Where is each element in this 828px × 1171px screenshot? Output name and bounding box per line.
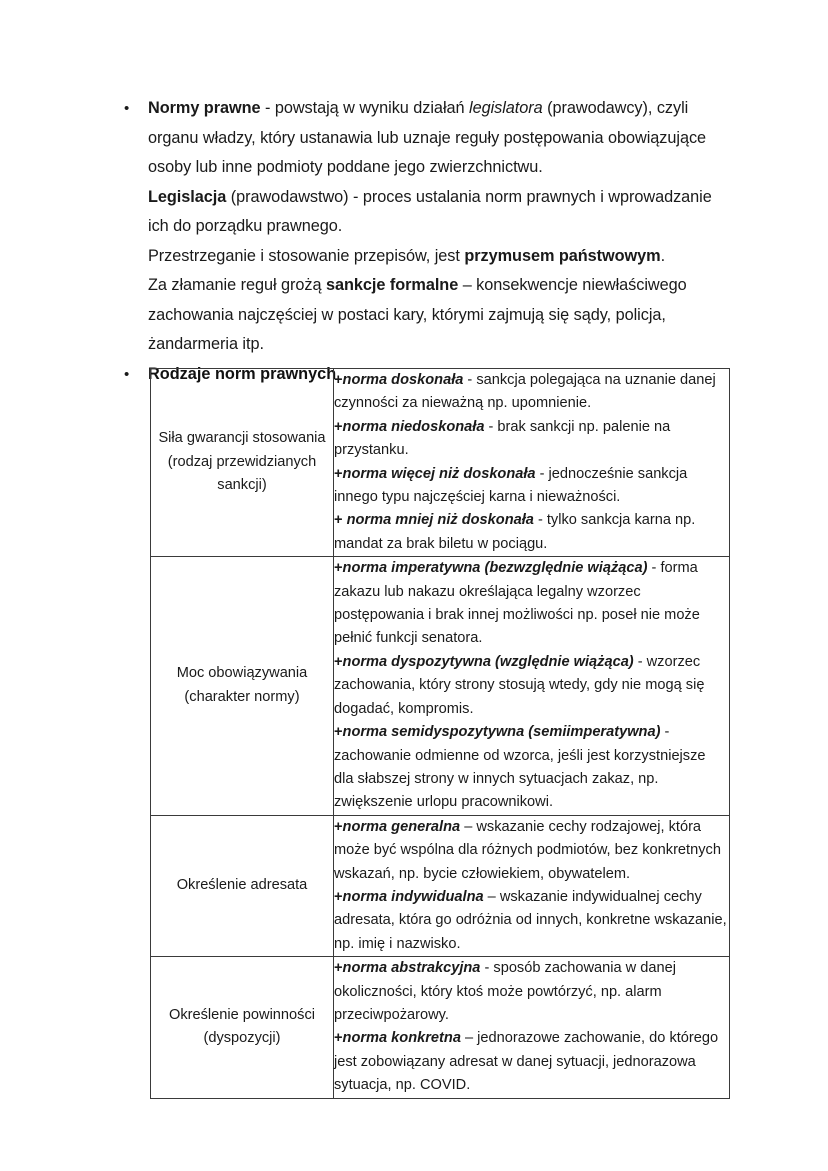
paragraph-legislacja: Legislacja (prawodawstwo) - proces ustalania norm prawnych i wprowadzanie ich do porządku prawnego.	[148, 187, 712, 235]
norm-description: - zachowanie odmienne od wzorca, jeśli jest korzystniejsze dla słabszej strony w innych sytuacjach zakaz, np. zwiększenie urlopu pracownikowi.	[334, 724, 706, 811]
norm-entry	[334, 886, 729, 956]
norm-entry	[334, 816, 729, 886]
norm-entry	[334, 721, 729, 815]
norm-name: norma więcej niż doskonała	[342, 465, 536, 482]
table-cell-category: Moc obowiązywania (charakter normy)	[151, 557, 334, 815]
norm-name: norma generalna	[342, 818, 461, 835]
table-cell-category: Określenie adresata	[151, 815, 334, 956]
norm-bullet-plus: +	[334, 418, 343, 435]
table-cell-description	[334, 369, 730, 557]
norm-description: – jednorazowe zachowanie, do którego jest zobowiązany adresat w danej sytuacji, jednorazowa sytuacja, np. COVID.	[334, 1030, 719, 1094]
table-row	[151, 815, 730, 956]
document-body	[118, 94, 733, 389]
norm-bullet-plus: +	[334, 960, 343, 977]
table-cell-category: Siła gwarancji stosowania (rodzaj przewidzianych sankcji)	[151, 369, 334, 557]
norm-description: - forma zakazu lub nakazu określająca legalny wzorzec postępowania i brak innej możliwości np. poseł nie może pełnić funkcji senatora.	[334, 560, 700, 647]
paragraph-normy-prawne: • Normy prawne - powstają w wyniku działań legislatora (prawodawcy), czyli organu władzy, który ustanawia lub uznaje reguły postępowania obowiązujące osoby lub inne podmioty poddane jego zwierzchnictwu.	[148, 99, 707, 176]
norm-bullet-plus: +	[334, 1030, 343, 1047]
norm-entry	[334, 557, 729, 651]
norm-entry	[334, 957, 729, 1027]
top-level-bullet-list	[118, 94, 733, 389]
table-row	[151, 957, 730, 1098]
table-cell-description	[334, 815, 730, 956]
norm-name: norma doskonała	[342, 372, 464, 388]
table-cell-description	[334, 957, 730, 1098]
norms-table-body	[151, 369, 730, 1099]
norm-bullet-plus: +	[334, 653, 343, 670]
norm-bullet-plus: +	[334, 560, 343, 577]
norm-bullet-plus: +	[334, 818, 343, 835]
norm-description: - tylko sankcja karna np. mandat za brak biletu w pociągu.	[334, 512, 696, 552]
norm-name: norma konkretna	[342, 1030, 461, 1047]
norm-entry	[334, 463, 729, 510]
norm-name: norma dyspozytywna (względnie wiążąca)	[342, 653, 634, 670]
table-cell-category: Określenie powinności (dyspozycji)	[151, 957, 334, 1098]
norm-entry	[334, 509, 729, 556]
norm-entry	[334, 369, 729, 416]
norms-table-container	[150, 368, 727, 1099]
norm-bullet-plus: +	[334, 372, 343, 388]
norm-entry	[334, 1027, 729, 1097]
norm-name: norma niedoskonała	[342, 418, 485, 435]
norm-bullet-plus: +	[334, 888, 343, 905]
norm-name: norma abstrakcyjna	[342, 960, 481, 977]
norm-description: - sposób zachowania w danej okoliczności, który ktoś może powtórzyć, np. alarm przeciwpożarowy.	[334, 960, 676, 1023]
norms-table	[150, 368, 730, 1099]
norm-name: norma imperatywna (bezwzględnie wiążąca)	[342, 560, 648, 577]
table-row	[151, 557, 730, 815]
norm-bullet-plus: +	[334, 465, 343, 482]
table-cell-description	[334, 557, 730, 815]
norm-description: - brak sankcji np. palenie na przystanku.	[334, 418, 671, 459]
norm-bullet-plus: +	[334, 724, 343, 741]
norm-entry	[334, 651, 729, 721]
table-row	[151, 369, 730, 557]
norm-description: – wskazanie indywidualnej cechy adresata, która go odróżnia od innych, konkretne wskazanie, np. imię i nazwisko.	[334, 888, 727, 952]
norm-bullet-plus: +	[334, 512, 347, 529]
norm-name: norma indywidualna	[342, 888, 484, 905]
norm-description: – wskazanie cechy rodzajowej, która może być wspólna dla różnych podmiotów, bez konkretnych wskazań, np. bycie człowiekiem, obywatelem.	[334, 818, 721, 882]
norm-description: - wzorzec zachowania, który strony stosują wtedy, gdy nie mogą się dogadać, kompromis.	[334, 653, 705, 717]
norm-description: - jednocześnie sankcja innego typu najczęściej karna i nieważności.	[334, 465, 688, 506]
paragraph-sankcje: Za złamanie reguł grożą sankcje formalne – konsekwencje niewłaściwego zachowania najczęściej w postaci kary, którymi zajmują się sądy, policja, żandarmeria itp.	[148, 276, 687, 353]
norm-name: norma mniej niż doskonała	[346, 512, 534, 529]
bullet-item-normy-prawne	[118, 94, 733, 360]
norm-name: norma semidyspozytywna (semiimperatywna)	[342, 724, 661, 741]
norm-description: - sankcja polegająca na uznanie danej czynności za nieważną np. upomnienie.	[334, 372, 716, 412]
paragraph-przestrzeganie: Przestrzeganie i stosowanie przepisów, jest przymusem państwowym.	[148, 246, 666, 265]
heading-rodzaje-norm-prawnych: • Rodzaje norm prawnych	[148, 364, 337, 383]
norm-entry	[334, 416, 729, 463]
